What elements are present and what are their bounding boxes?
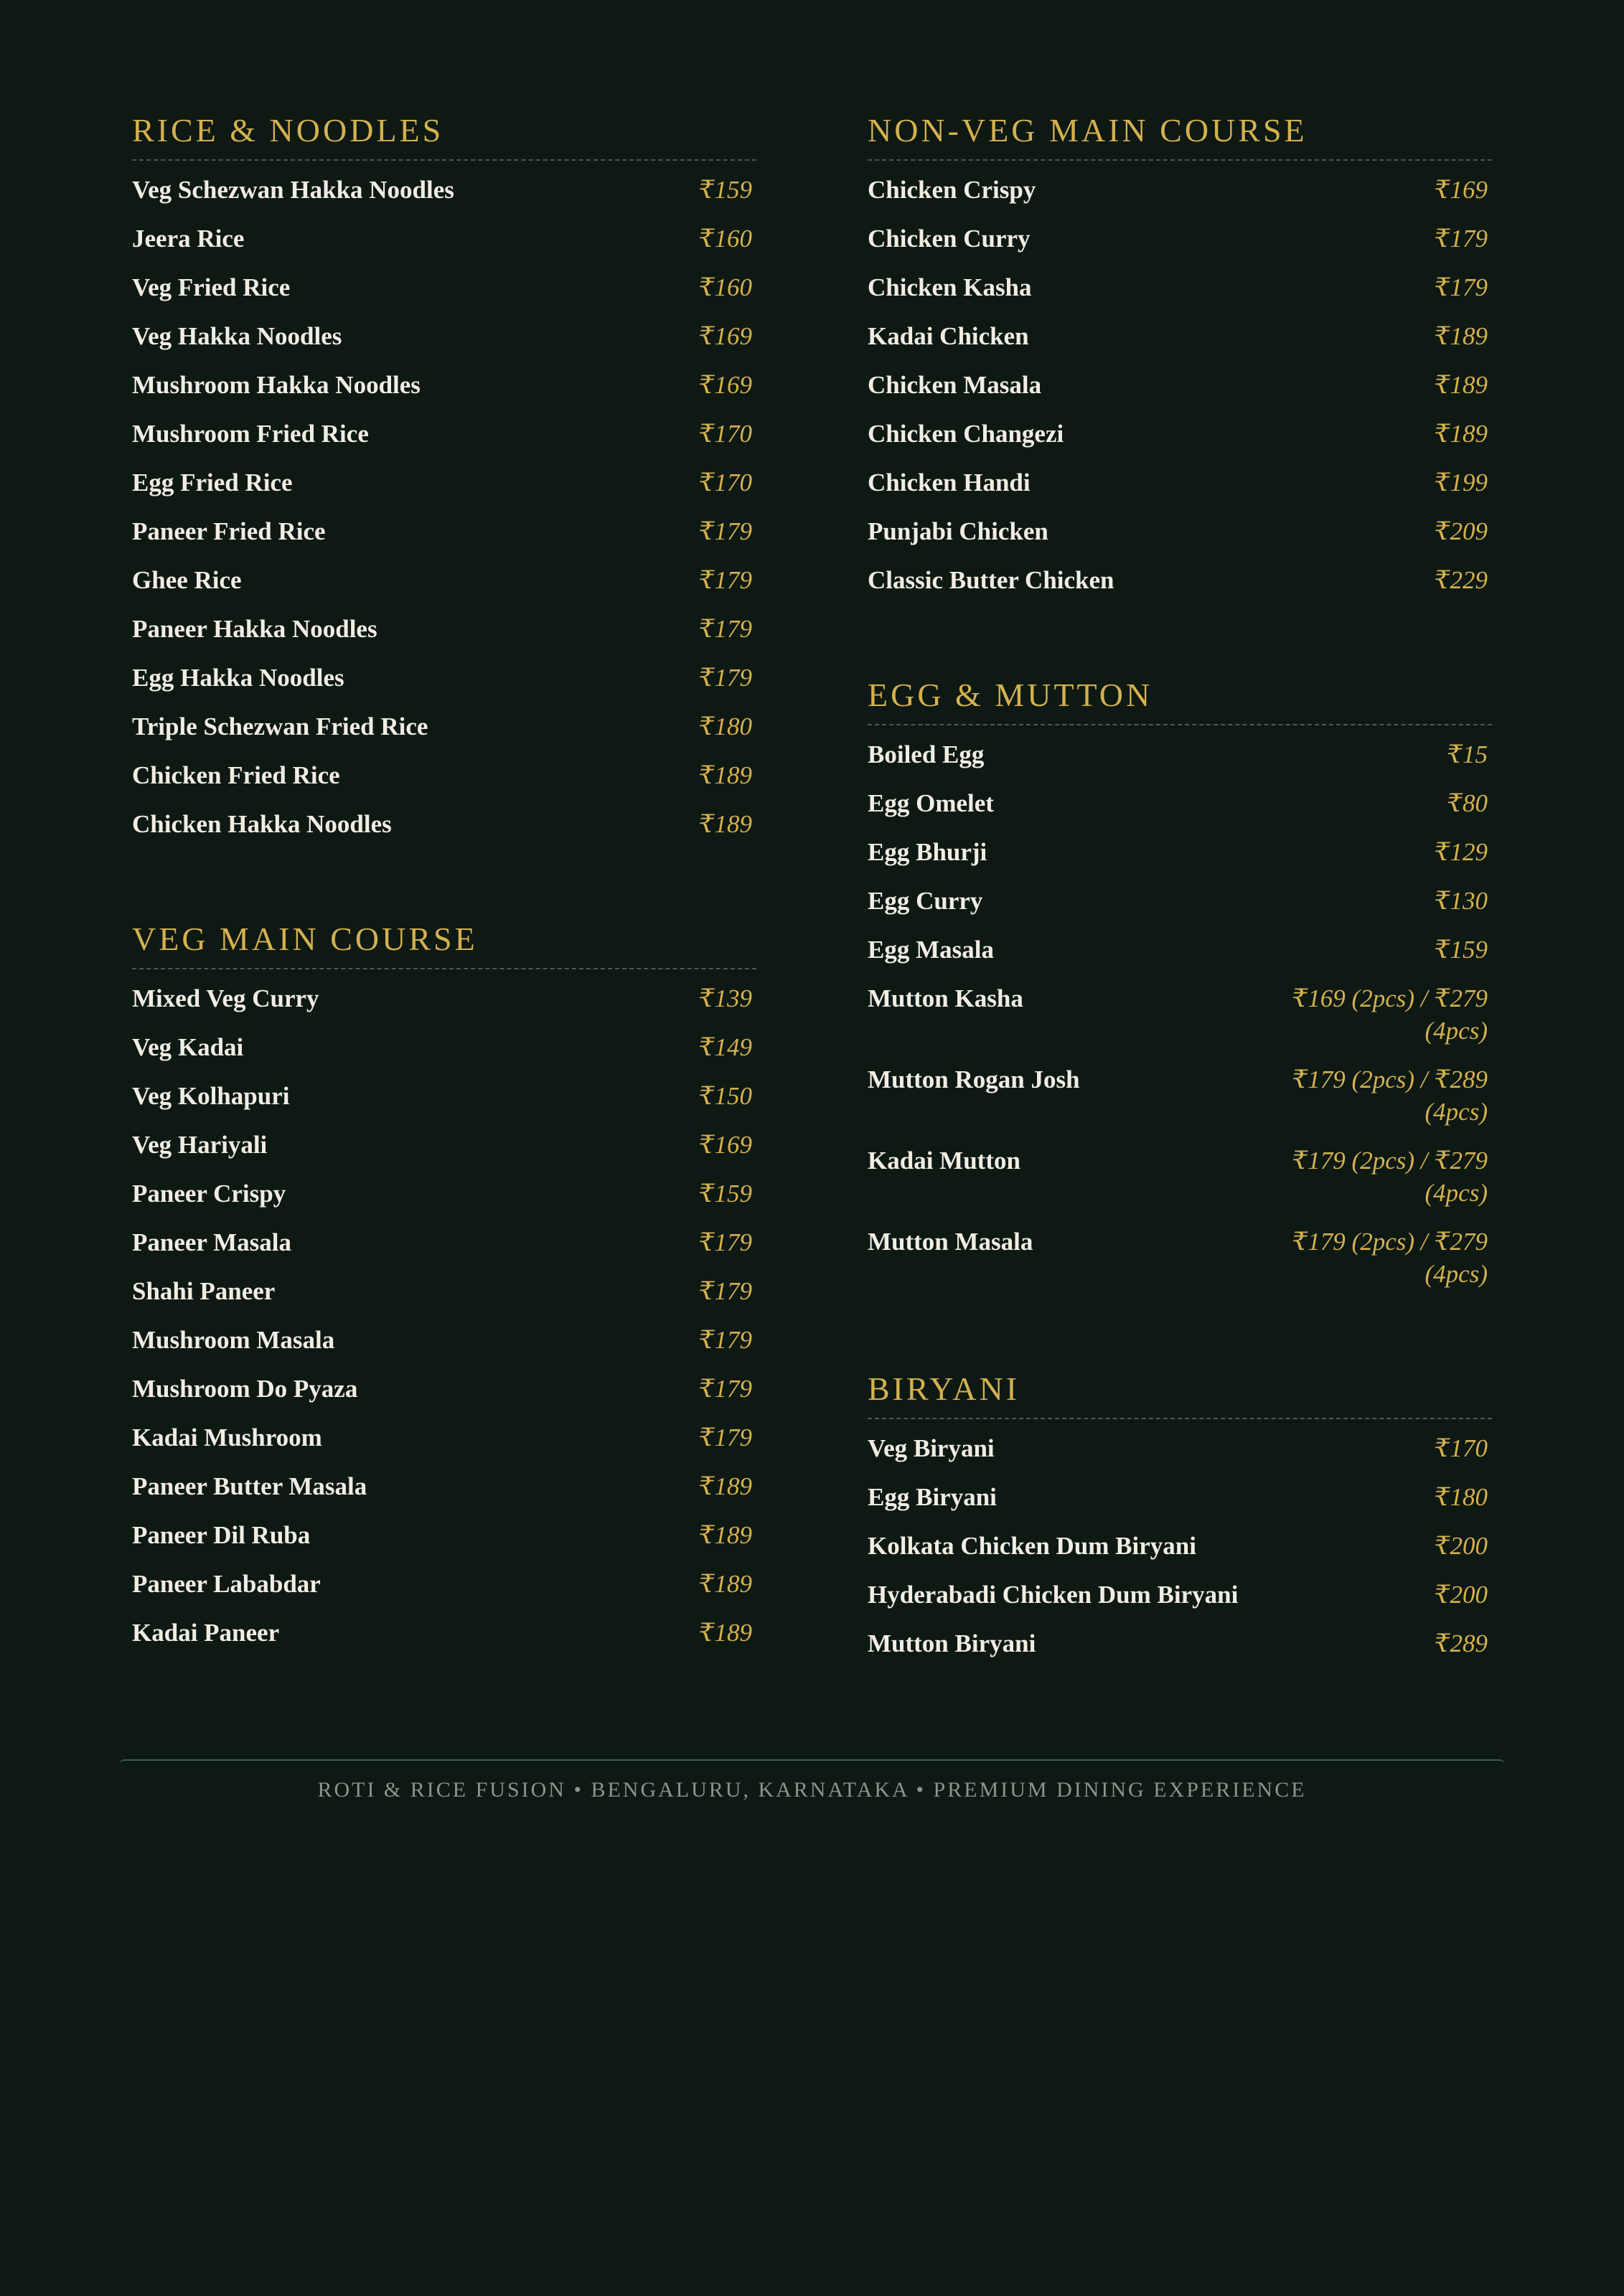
menu-item-list	[132, 982, 756, 1649]
menu-item-price: ₹179	[698, 1375, 752, 1403]
section-title: VEG MAIN COURSE	[132, 918, 756, 969]
menu-item-name: Chicken Changezi	[868, 420, 1064, 448]
menu-item-price: ₹169	[698, 1131, 752, 1159]
menu-item-price: ₹189	[698, 1570, 752, 1598]
menu-item-name: Kadai Paneer	[132, 1619, 280, 1647]
menu-item-price: ₹200	[1434, 1532, 1488, 1560]
menu-item	[132, 1324, 756, 1356]
menu-item-name: Mushroom Hakka Noodles	[132, 371, 421, 399]
menu-item-name: Veg Biryani	[868, 1434, 995, 1462]
menu-item-name: Veg Hariyali	[132, 1131, 268, 1159]
menu-item	[868, 271, 1492, 304]
menu-item-name: Paneer Hakka Noodles	[132, 615, 377, 643]
menu-item	[868, 1144, 1492, 1209]
menu-item-price: ₹179	[698, 517, 752, 545]
menu-item-price: ₹179 (2pcs) / ₹279 (4pcs)	[1292, 1228, 1488, 1288]
menu-item	[868, 885, 1492, 917]
menu-item-name: Chicken Fried Rice	[132, 761, 340, 789]
menu-item	[132, 418, 756, 450]
menu-item	[868, 836, 1492, 868]
menu-item	[132, 174, 756, 206]
menu-item-name: Mutton Biryani	[868, 1629, 1036, 1657]
menu-item-name: Chicken Curry	[868, 225, 1031, 253]
menu-item-name: Paneer Butter Masala	[132, 1472, 367, 1500]
menu-item-name: Hyderabadi Chicken Dum Biryani	[868, 1581, 1239, 1609]
menu-item	[868, 466, 1492, 499]
menu-item	[132, 710, 756, 743]
menu-item-price: ₹159	[1434, 936, 1488, 964]
menu-item	[132, 982, 756, 1015]
menu-item	[132, 1617, 756, 1649]
menu-item-price: ₹159	[698, 1180, 752, 1208]
menu-item-price: ₹15	[1446, 740, 1488, 768]
menu-item-price: ₹150	[698, 1082, 752, 1110]
section-egg-mutton	[868, 674, 1492, 1290]
menu-item	[868, 1432, 1492, 1464]
menu-item	[132, 613, 756, 645]
menu-item-name: Mixed Veg Curry	[132, 984, 319, 1012]
menu-item-price: ₹179 (2pcs) / ₹279 (4pcs)	[1292, 1147, 1488, 1207]
menu-item-name: Egg Omelet	[868, 789, 994, 817]
menu-item-price: ₹179 (2pcs) / ₹289 (4pcs)	[1292, 1065, 1488, 1126]
menu-item-name: Punjabi Chicken	[868, 517, 1048, 545]
menu-item-price: ₹179	[698, 1326, 752, 1354]
menu-item-name: Jeera Rice	[132, 225, 245, 253]
menu-item-price: ₹170	[698, 469, 752, 497]
menu-item-price: ₹200	[1434, 1581, 1488, 1609]
section-title: EGG & MUTTON	[868, 674, 1492, 725]
menu-item-price: ₹289	[1434, 1629, 1488, 1657]
menu-item	[132, 1421, 756, 1454]
menu-item-name: Veg Kolhapuri	[132, 1082, 290, 1110]
menu-item	[132, 1275, 756, 1307]
menu-item	[868, 222, 1492, 255]
menu-columns	[132, 109, 1492, 1737]
menu-item	[132, 1519, 756, 1551]
menu-item-name: Mushroom Fried Rice	[132, 420, 369, 448]
menu-item-price: ₹189	[1434, 322, 1488, 350]
menu-item-name: Mushroom Masala	[132, 1326, 335, 1354]
menu-page	[132, 109, 1492, 1737]
menu-item-price: ₹199	[1434, 469, 1488, 497]
menu-item-name: Triple Schezwan Fried Rice	[132, 712, 428, 740]
menu-item-list	[132, 174, 756, 840]
menu-item-price: ₹179	[1434, 225, 1488, 253]
menu-item-name: Shahi Paneer	[132, 1277, 276, 1305]
menu-item-list	[868, 174, 1492, 596]
menu-item-name: Chicken Crispy	[868, 176, 1036, 204]
menu-item-name: Paneer Crispy	[132, 1180, 286, 1208]
menu-item	[868, 515, 1492, 547]
menu-item	[132, 808, 756, 840]
menu-item-name: Mutton Masala	[868, 1228, 1033, 1256]
menu-item-price: ₹189	[698, 1619, 752, 1647]
menu-item	[132, 369, 756, 401]
menu-item	[868, 174, 1492, 206]
menu-item-price: ₹80	[1446, 789, 1488, 817]
menu-item	[868, 738, 1492, 771]
footer-text: ROTI & RICE FUSION • BENGALURU, KARNATAKA • PREMIUM DINING EXPERIENCE	[317, 1778, 1307, 1802]
menu-item-price: ₹169	[1434, 176, 1488, 204]
menu-item-price: ₹180	[698, 712, 752, 740]
menu-item-name: Veg Hakka Noodles	[132, 322, 342, 350]
menu-item-price: ₹169	[698, 371, 752, 399]
menu-item-name: Boiled Egg	[868, 740, 985, 768]
menu-item-name: Veg Schezwan Hakka Noodles	[132, 176, 454, 204]
menu-item-price: ₹160	[698, 225, 752, 253]
right-column	[868, 109, 1492, 1737]
menu-item-name: Kadai Mutton	[868, 1147, 1020, 1175]
menu-item	[868, 1627, 1492, 1660]
menu-item-price: ₹179	[698, 1424, 752, 1452]
menu-item-name: Ghee Rice	[132, 566, 242, 594]
menu-item-price: ₹179	[698, 664, 752, 692]
menu-item	[132, 222, 756, 255]
menu-item-name: Paneer Masala	[132, 1228, 291, 1256]
menu-item-name: Egg Masala	[868, 936, 994, 964]
menu-item	[132, 1226, 756, 1258]
section-biryani	[868, 1368, 1492, 1660]
menu-item	[132, 1568, 756, 1600]
menu-item-price: ₹189	[1434, 420, 1488, 448]
menu-item-price: ₹179	[698, 566, 752, 594]
menu-item-price: ₹169 (2pcs) / ₹279 (4pcs)	[1292, 984, 1488, 1045]
menu-item	[868, 320, 1492, 352]
left-column	[132, 109, 756, 1737]
menu-item-list	[868, 738, 1492, 1290]
menu-item-name: Chicken Handi	[868, 469, 1031, 497]
menu-item	[868, 1225, 1492, 1290]
menu-item-name: Classic Butter Chicken	[868, 566, 1114, 594]
menu-item	[132, 1177, 756, 1210]
menu-item-name: Mutton Kasha	[868, 984, 1023, 1012]
menu-item	[132, 1080, 756, 1112]
menu-item-name: Egg Bhurji	[868, 838, 987, 866]
section-rice-noodles	[132, 109, 756, 840]
section-title: NON-VEG MAIN COURSE	[868, 109, 1492, 161]
menu-item-name: Egg Curry	[868, 887, 983, 915]
menu-item-price: ₹169	[698, 322, 752, 350]
menu-item-name: Kadai Mushroom	[132, 1424, 322, 1452]
menu-item	[868, 564, 1492, 596]
menu-item-price: ₹179	[698, 1228, 752, 1256]
section-non-veg-main-course	[868, 109, 1492, 596]
menu-item	[868, 933, 1492, 966]
menu-item-price: ₹129	[1434, 838, 1488, 866]
menu-item	[132, 662, 756, 694]
menu-item	[868, 1578, 1492, 1611]
menu-item	[868, 1063, 1492, 1128]
menu-item-name: Mushroom Do Pyaza	[132, 1375, 358, 1403]
menu-item-name: Egg Hakka Noodles	[132, 664, 344, 692]
menu-item-name: Kolkata Chicken Dum Biryani	[868, 1532, 1196, 1560]
menu-item-price: ₹229	[1434, 566, 1488, 594]
menu-item	[868, 1530, 1492, 1562]
menu-item-price: ₹209	[1434, 517, 1488, 545]
footer	[119, 1759, 1505, 1802]
menu-item-price: ₹189	[698, 1521, 752, 1549]
menu-item	[132, 564, 756, 596]
menu-item	[132, 1373, 756, 1405]
menu-item	[132, 759, 756, 791]
menu-item-price: ₹179	[1434, 273, 1488, 301]
section-veg-main-course	[132, 918, 756, 1649]
menu-item-name: Egg Fried Rice	[132, 469, 293, 497]
menu-item	[132, 466, 756, 499]
menu-item-name: Chicken Kasha	[868, 273, 1032, 301]
menu-item-price: ₹170	[698, 420, 752, 448]
menu-item-name: Paneer Dil Ruba	[132, 1521, 311, 1549]
menu-item-price: ₹189	[698, 1472, 752, 1500]
menu-item-name: Kadai Chicken	[868, 322, 1029, 350]
menu-item	[868, 418, 1492, 450]
menu-item	[868, 369, 1492, 401]
menu-item	[132, 515, 756, 547]
menu-item-price: ₹139	[698, 984, 752, 1012]
menu-item-price: ₹179	[698, 1277, 752, 1305]
menu-item-name: Paneer Fried Rice	[132, 517, 326, 545]
menu-item-price: ₹180	[1434, 1483, 1488, 1511]
menu-item	[868, 982, 1492, 1047]
menu-item-price: ₹160	[698, 273, 752, 301]
section-title: BIRYANI	[868, 1368, 1492, 1419]
menu-item-name: Chicken Hakka Noodles	[132, 810, 392, 838]
menu-item-price: ₹179	[698, 615, 752, 643]
menu-item-list	[868, 1432, 1492, 1660]
menu-item-price: ₹189	[1434, 371, 1488, 399]
menu-item	[132, 320, 756, 352]
menu-item-name: Veg Kadai	[132, 1033, 244, 1061]
menu-item	[132, 271, 756, 304]
menu-item-price: ₹189	[698, 810, 752, 838]
menu-item	[868, 1481, 1492, 1513]
menu-item-price: ₹170	[1434, 1434, 1488, 1462]
menu-item	[868, 787, 1492, 819]
menu-item-name: Chicken Masala	[868, 371, 1042, 399]
menu-item-price: ₹130	[1434, 887, 1488, 915]
menu-item	[132, 1470, 756, 1502]
menu-item	[132, 1129, 756, 1161]
menu-item-name: Mutton Rogan Josh	[868, 1065, 1080, 1093]
menu-item-name: Egg Biryani	[868, 1483, 997, 1511]
section-title: RICE & NOODLES	[132, 109, 756, 161]
menu-item-name: Paneer Lababdar	[132, 1570, 321, 1598]
menu-item-name: Veg Fried Rice	[132, 273, 291, 301]
menu-item-price: ₹149	[698, 1033, 752, 1061]
menu-item	[132, 1031, 756, 1063]
menu-item-price: ₹189	[698, 761, 752, 789]
menu-item-price: ₹159	[698, 176, 752, 204]
